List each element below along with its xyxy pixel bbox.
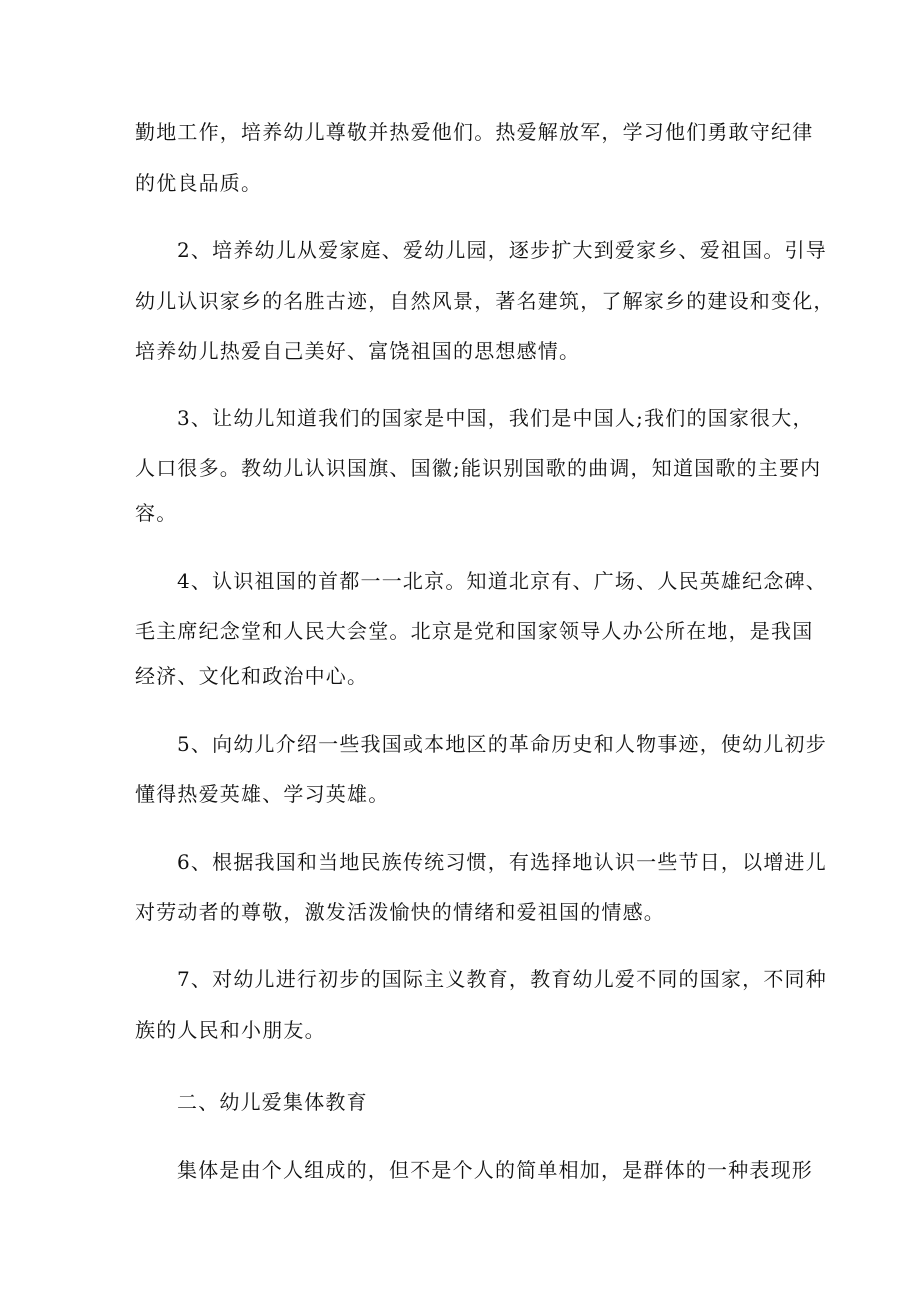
text-line: 懂得热爱英雄、学习英雄。: [135, 782, 390, 806]
text-line: 勤地工作，培养幼儿尊敬并热爱他们。热爱解放军，学习他们勇敢守纪律: [135, 120, 814, 144]
text-line: 对劳动者的尊敬，激发活泼愉快的情绪和爱祖国的情感。: [135, 900, 665, 924]
text-line: 3、让幼儿知道我们的国家是中国，我们是中国人;我们的国家很大，: [177, 406, 814, 430]
text-line: 2、培养幼儿从爱家庭、爱幼儿园，逐步扩大到爱家乡、爱祖国。引导: [177, 238, 827, 262]
text-line: 培养幼儿热爱自己美好、富饶祖国的思想感情。: [135, 339, 581, 363]
text-line: 5、向幼儿介绍一些我国或本地区的革命历史和人物事迹，使幼儿初步: [177, 732, 827, 756]
text-line: 集体是由个人组成的，但不是个人的简单相加，是群体的一种表现形: [177, 1158, 813, 1182]
text-line: 经济、文化和政治中心。: [135, 664, 369, 688]
text-line: 6、根据我国和当地民族传统习惯，有选择地认识一些节日，以增进儿: [177, 850, 827, 874]
text-line: 族的人民和小朋友。: [135, 1018, 326, 1042]
text-line: 容。: [135, 501, 178, 525]
text-line: 的优良品质。: [135, 171, 263, 195]
text-line: 幼儿认识家乡的名胜古迹，自然风景，著名建筑，了解家乡的建设和变化，: [135, 289, 835, 313]
section-heading: 二、幼儿爱集体教育: [177, 1090, 368, 1114]
text-line: 毛主席纪念堂和人民大会堂。北京是党和国家领导人办公所在地，是我国: [135, 619, 814, 643]
text-line: 人口很多。教幼儿认识国旗、国徽;能识别国歌的曲调，知道国歌的主要内: [135, 456, 822, 480]
text-line: 7、对幼儿进行初步的国际主义教育，教育幼儿爱不同的国家，不同种: [177, 967, 827, 991]
text-line: 4、认识祖国的首都一一北京。知道北京有、广场、人民英雄纪念碑、: [177, 569, 827, 593]
